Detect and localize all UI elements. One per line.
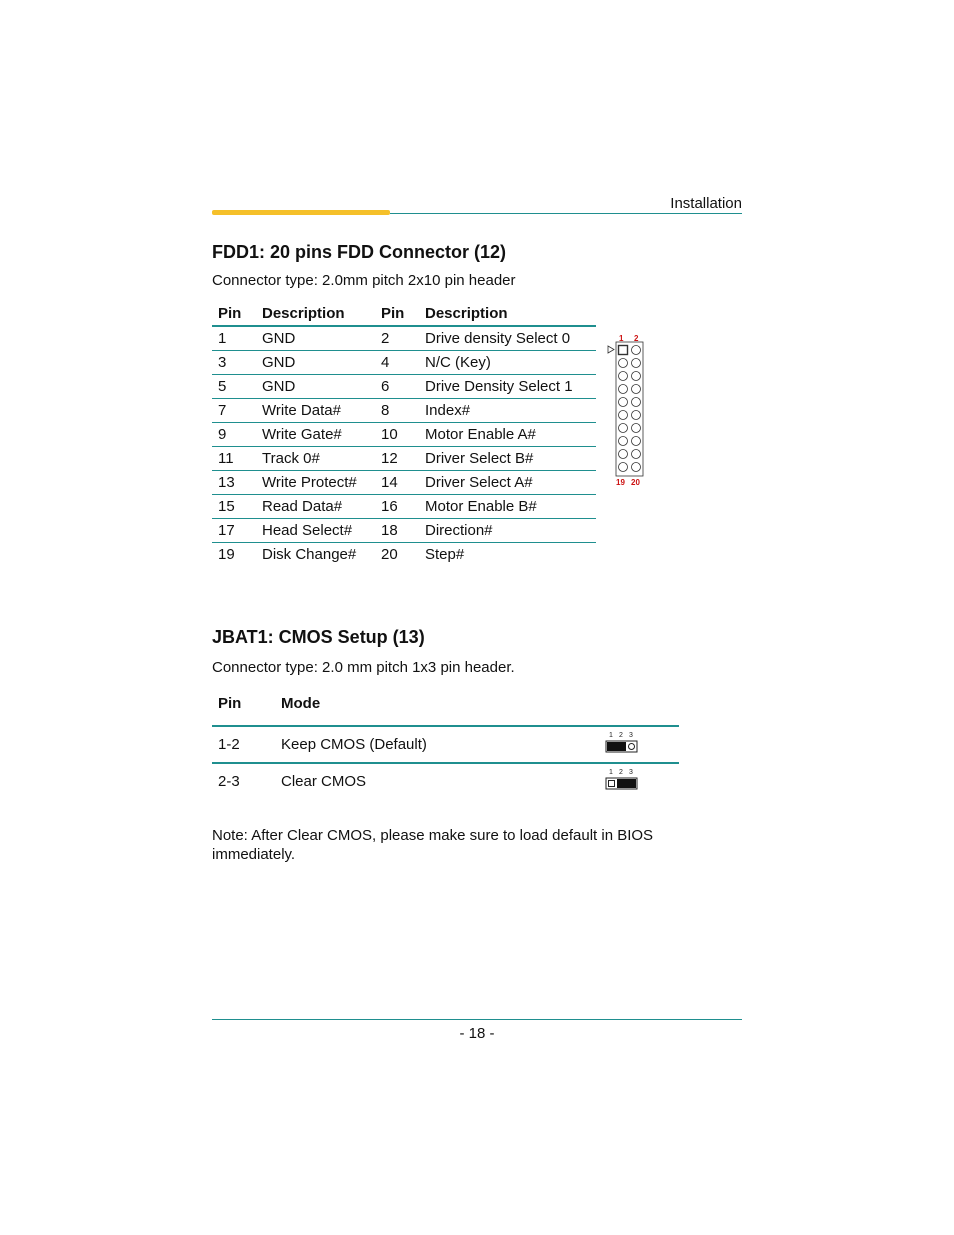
jbat-mode: Clear CMOS [281,773,367,790]
table-row [212,471,596,495]
fdd-pin-table [212,302,596,566]
col-header-description-2: Description [419,302,596,326]
jumper-label-3: 3 [629,768,633,776]
pin-circle [619,359,628,368]
pin-circle [619,437,628,446]
jumper-label-3: 3 [629,731,633,739]
jumper-label-1: 1 [609,768,613,776]
cell-description-odd: Head Select# [256,519,375,543]
cell-pin-even: 8 [375,399,419,423]
pin-circle [619,411,628,420]
cell-description-odd: GND [256,351,375,375]
fdd-title: FDD1: 20 pins FDD Connector (12) [212,242,507,262]
cell-description-even: N/C (Key) [419,351,596,375]
cell-pin-even: 18 [375,519,419,543]
pin-circle [632,424,641,433]
jumper-diagram-cell [599,726,679,763]
jbat-mode-table [212,688,679,799]
table-row [212,423,596,447]
pin-circle [619,424,628,433]
cell-description-even: Driver Select B# [419,447,596,471]
cell-pin-odd: 13 [212,471,256,495]
pin-label-2: 2 [634,334,639,343]
pin-circle [632,346,641,355]
col-header-description: Description [256,302,375,326]
cell-pin-even: 4 [375,351,419,375]
pin-circle [632,463,641,472]
cell-pin-even: 20 [381,546,398,563]
table-row [212,543,596,567]
cell-description-odd: GND [256,375,375,399]
jbat-pin: 2-3 [218,773,240,790]
cell-description-even: Motor Enable A# [419,423,596,447]
fdd-pin-header-diagram [604,330,652,490]
jbat-pin: 1-2 [212,726,275,763]
col-header-pin-2: Pin [375,302,419,326]
pin-circle [619,398,628,407]
cell-pin-even: 2 [375,326,419,351]
pin-circle [619,372,628,381]
jumper-label-2: 2 [619,768,623,776]
pin-circle [619,450,628,459]
cell-description-odd: Read Data# [256,495,375,519]
pin-circle [632,359,641,368]
pin-circle [632,437,641,446]
table-row [212,447,596,471]
cell-pin-odd: 19 [218,546,235,563]
col-header-pin: Pin [212,302,256,326]
cell-description-odd: Write Data# [256,399,375,423]
table-row [212,495,596,519]
cmos-note: Note: After Clear CMOS, please make sure to load default in BIOS immediately. [212,827,654,863]
cell-pin-even: 12 [375,447,419,471]
pin1-marker-icon [608,346,614,353]
cell-pin-even: 6 [375,375,419,399]
cell-description-odd: Track 0# [256,447,375,471]
cell-pin-odd: 7 [212,399,256,423]
cell-pin-odd: 15 [212,495,256,519]
jbat-title: JBAT1: CMOS Setup (13) [212,627,425,647]
table-row [212,326,596,351]
cell-description-even: Motor Enable B# [419,495,596,519]
jumper-2-3-icon [605,766,645,794]
cell-pin-odd: 5 [212,375,256,399]
table-row [212,375,596,399]
jumper-1-2-icon [605,729,645,757]
table-row [212,351,596,375]
cell-description-odd: Write Protect# [256,471,375,495]
pin-circle [632,398,641,407]
table-header-row [212,302,596,326]
page-number: - 18 - [459,1025,495,1042]
pin-circle [619,463,628,472]
jumper-diagram-cell [599,763,679,799]
pin-label-1: 1 [619,334,624,343]
cell-description-odd: Disk Change# [262,546,357,563]
cell-pin-even: 10 [375,423,419,447]
cell-description-even: Index# [419,399,596,423]
pin-circle [632,385,641,394]
jumper-label-2: 2 [619,731,623,739]
cell-pin-odd: 3 [212,351,256,375]
jbat-mode: Keep CMOS (Default) [275,726,599,763]
table-row [212,399,596,423]
jumper-label-1: 1 [609,731,613,739]
section-header: Installation [670,195,742,212]
pin-circle [619,385,628,394]
fdd-connector-type: Connector type: 2.0mm pitch 2x10 pin header [212,272,516,289]
table-row [212,726,679,763]
cell-pin-odd: 1 [212,326,256,351]
cell-pin-odd: 9 [212,423,256,447]
pin-circle [632,372,641,381]
cell-description-even: Driver Select A# [419,471,596,495]
header-rule [390,213,742,214]
col-header-mode: Mode [275,688,599,726]
cell-pin-odd: 11 [212,447,256,471]
pin-circle [632,411,641,420]
cell-pin-even: 16 [375,495,419,519]
cell-description-odd: GND [256,326,375,351]
header-outline [616,342,643,476]
jbat-connector-type: Connector type: 2.0 mm pitch 1x3 pin header. [212,659,515,676]
cell-description-even: Step# [425,546,465,563]
cell-pin-odd: 17 [212,519,256,543]
cell-description-even: Direction# [419,519,596,543]
pin-grid [619,346,641,472]
pin-circle [632,450,641,459]
col-header-diagram [599,688,679,726]
cell-description-odd: Write Gate# [256,423,375,447]
pin-label-19: 19 [616,478,625,487]
pin-label-20: 20 [631,478,640,487]
table-row [212,519,596,543]
col-header-pin: Pin [212,688,275,726]
header-accent-bar [212,210,390,215]
pin-1-square [619,346,628,355]
table-header-row [212,688,679,726]
cell-description-even: Drive density Select 0 [419,326,596,351]
table-row [212,763,679,799]
cell-pin-even: 14 [375,471,419,495]
footer-rule [212,1019,742,1020]
cell-description-even: Drive Density Select 1 [419,375,596,399]
